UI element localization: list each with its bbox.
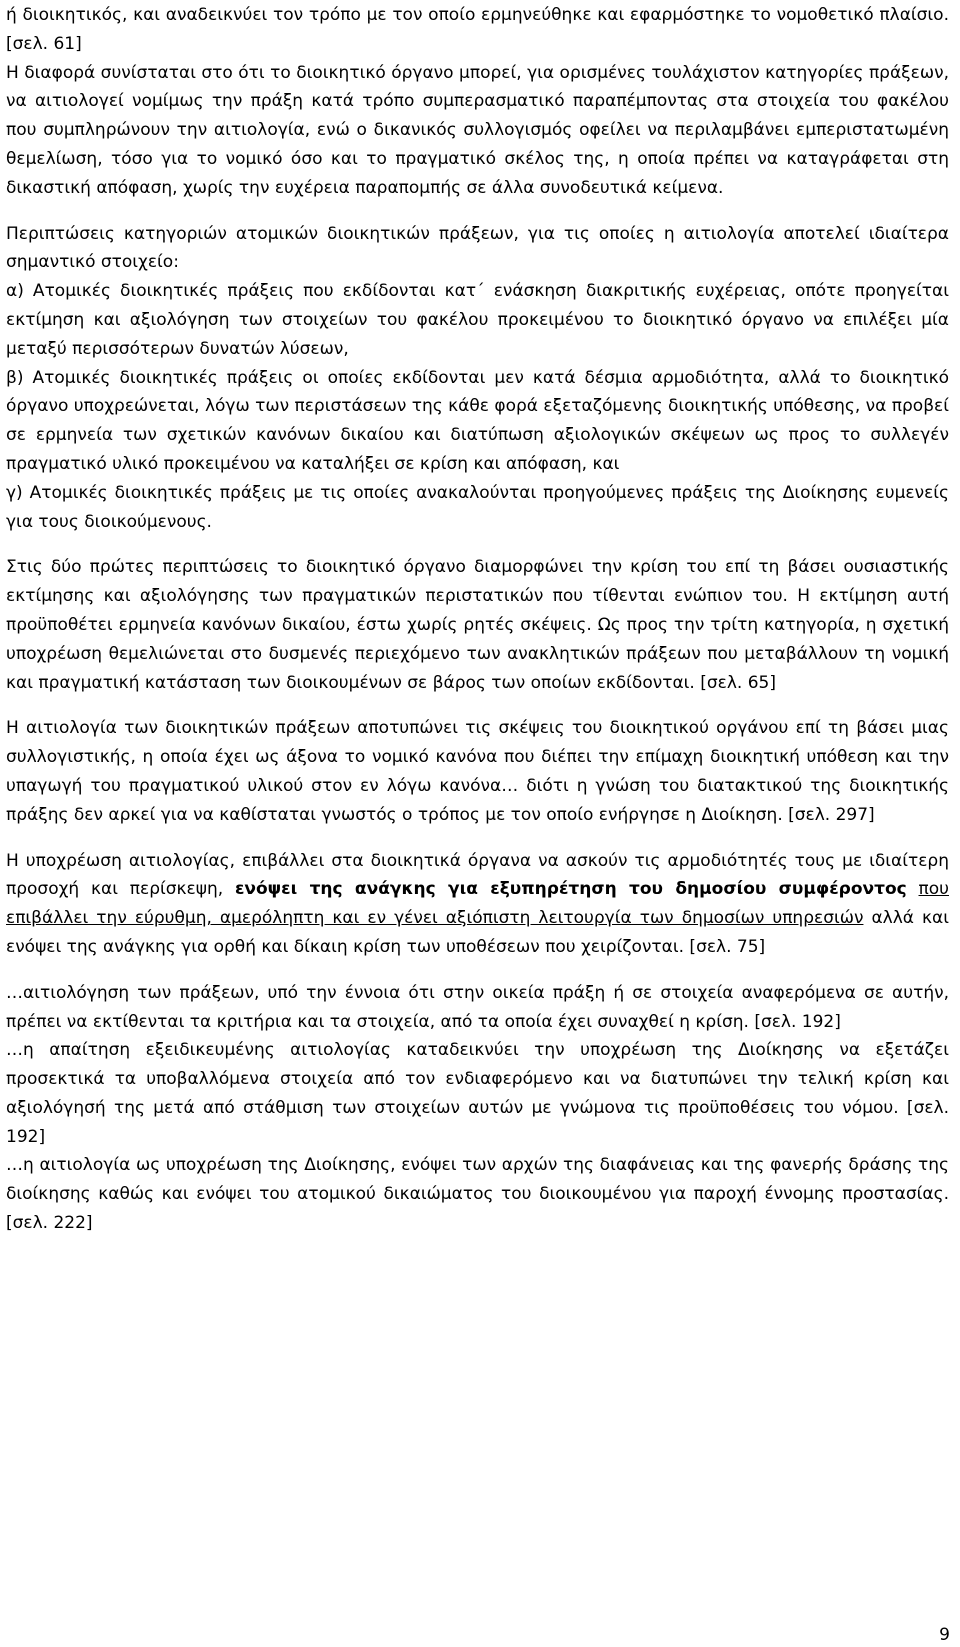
paragraph-categories-intro: Περιπτώσεις κατηγοριών ατομικών διοικητικών πράξεων, για τις οποίες η αιτιολογία αποτελεί ιδιαίτερα σημαντικό στοιχείο:: [6, 223, 949, 273]
obligation-bold-text: ενόψει της ανάγκης για εξυπηρέτηση του δημοσίου συμφέροντος: [234, 879, 907, 900]
page-number: 9: [939, 1625, 950, 1645]
paragraph-continuation: ή διοικητικός, και αναδεικνύει τον τρόπο με τον οποίο ερμηνεύθηκε και εφαρμόστηκε το νομοθετικό πλαίσιο. [σελ. 61]: [6, 5, 949, 54]
obligation-text-start: Η υποχρέωση αιτιολογίας, επιβάλλει στα διοικητικά όργανα να ασκούν τις αρμοδιότητές τους με ιδιαίτερη προσοχή και περίσκεψη,: [6, 850, 949, 900]
obligation-underlined-text: που επιβάλλει την εύρυθμη, αμερόληπτη και εν γένει αξιόπιστη λειτουργία των δημοσίων υπηρεσιών: [6, 879, 949, 929]
list-item-c: γ) Ατομικές διοικητικές πράξεις με τις οποίες ανακαλούνται προηγούμενες πράξεις της Διοίκησης ευμενείς για τους διοικούμενους.: [6, 482, 949, 532]
paragraph-justification-criteria: …αιτιολόγηση των πράξεων, υπό την έννοια ότι στην οικεία πράξη ή σε στοιχεία αναφερόμενα σε αυτήν, πρέπει να εκτίθενται τα κριτήρια και τα στοιχεία, από τα οποία έχει συναχθεί η κρίση. [σελ. 192]: [6, 982, 949, 1032]
paragraph-obligation: [6, 847, 949, 962]
list-item-b: β) Ατομικές διοικητικές πράξεις οι οποίες εκδίδονται μεν κατά δέσμια αρμοδιότητα, αλλά το διοικητικό όργανο υποχρεώνεται, λόγω των περιστάσεων της κάθε φορά εξεταζόμενης διοικητικής υπόθεσης, να προβεί σε ερμηνεία των σχετικών κανόνων δικαίου και διατύπωση αξιολογικών σκέψεων ως προς το συλλεγέν πραγματικό υλικό προκειμένου να καταλήξει σε κρίση και απόφαση, και: [6, 367, 949, 474]
paragraph-reasoning: Η αιτιολογία των διοικητικών πράξεων αποτυπώνει τις σκέψεις του διοικητικού οργάνου επί τη βάσει μιας συλλογιστικής, η οποία έχει ως άξονα το νομικό κανόνα που διέπει την επίμαχη διοικητική υπόθεση και την υπαγωγή του πραγματικού υλικού στον εν λόγω κανόνα… διότι η γνώση του διατακτικού της διοικητικής πράξης δεν αρκεί για να καθίσταται γνωστός ο τρόπος με τον οποίο ενήργησε η Διοίκηση. [σελ. 297]: [6, 718, 949, 825]
paragraph-difference: Η διαφορά συνίσταται στο ότι το διοικητικό όργανο μπορεί, για ορισμένες τουλάχιστον κατηγορίες πράξεων, να αιτιολογεί νομίμως την πράξη κατά τρόπο συμπερασματικό παραπέμποντας στα στοιχεία του φακέλου που συμπληρώνουν την αιτιολογία, ενώ ο δικανικός συλλογισμός οφείλει να περιλαμβάνει εμπεριστατωμένη θεμελίωση, τόσο για το νομικό όσο και το πραγματικό σκέλος της, η οποία πρέπει να καταγράφεται στη δικαστική απόφαση, χωρίς την ευχέρεια παραπομπής σε άλλα συνοδευτικά κείμενα.: [6, 62, 949, 198]
paragraph-transparency: …η αιτιολογία ως υποχρέωση της Διοίκησης, ενόψει των αρχών της διαφάνειας και της φανερής δράσης της διοίκησης καθώς και ενόψει του ατομικού δικαιώματος του διοικουμένου για παροχή έννομης προστασίας. [σελ. 222]: [6, 1155, 949, 1234]
list-item-a: α) Ατομικές διοικητικές πράξεις που εκδίδονται κατ΄ ενάσκηση διακριτικής ευχέρειας, οπότε προηγείται εκτίμηση και αξιολόγηση των στοιχείων του φακέλου προκειμένου το διοικητικό όργανο να επιλέξει μία μεταξύ περισσότερων δυνατών λύσεων,: [6, 281, 949, 359]
obligation-space: [907, 879, 919, 899]
paragraph-first-two-cases: Στις δύο πρώτες περιπτώσεις το διοικητικό όργανο διαμορφώνει την κρίση του επί τη βάσει ουσιαστικής εκτίμησης και αξιολόγησης των πραγματικών περιστατικών που τίθενται ενώπιον του. Η εκτίμηση αυτή προϋποθέτει ερμηνεία κανόνων δικαίου, έστω χωρίς ρητές σκέψεις. Ως προς την τρίτη κατηγορία, η σχετική υποχρέωση θεμελιώνεται στο δυσμενές περιεχόμενο των ανακλητικών πράξεων που μεταβάλλουν τη νομική και πραγματική κατάσταση των διοικουμένων σε βάρος των οποίων εκδίδονται. [σελ. 65]: [6, 557, 949, 693]
paragraph-specialized-justification: …η απαίτηση εξειδικευμένης αιτιολογίας καταδεικνύει την υποχρέωση της Διοίκησης να εξετάζει προσεκτικά τα υποβαλλόμενα στοιχεία από τον ενδιαφερόμενο και να διατυπώνει την τελική κρίση και αξιολόγησή της μετά από στάθμιση των στοιχείων αυτών με γνώμονα τις προϋποθέσεις του νόμου. [σελ. 192]: [6, 1040, 949, 1147]
obligation-text-end: αλλά και ενόψει της ανάγκης για ορθή και δίκαιη κρίση των υποθέσεων που χειρίζονται. [σελ. 75]: [6, 908, 949, 957]
